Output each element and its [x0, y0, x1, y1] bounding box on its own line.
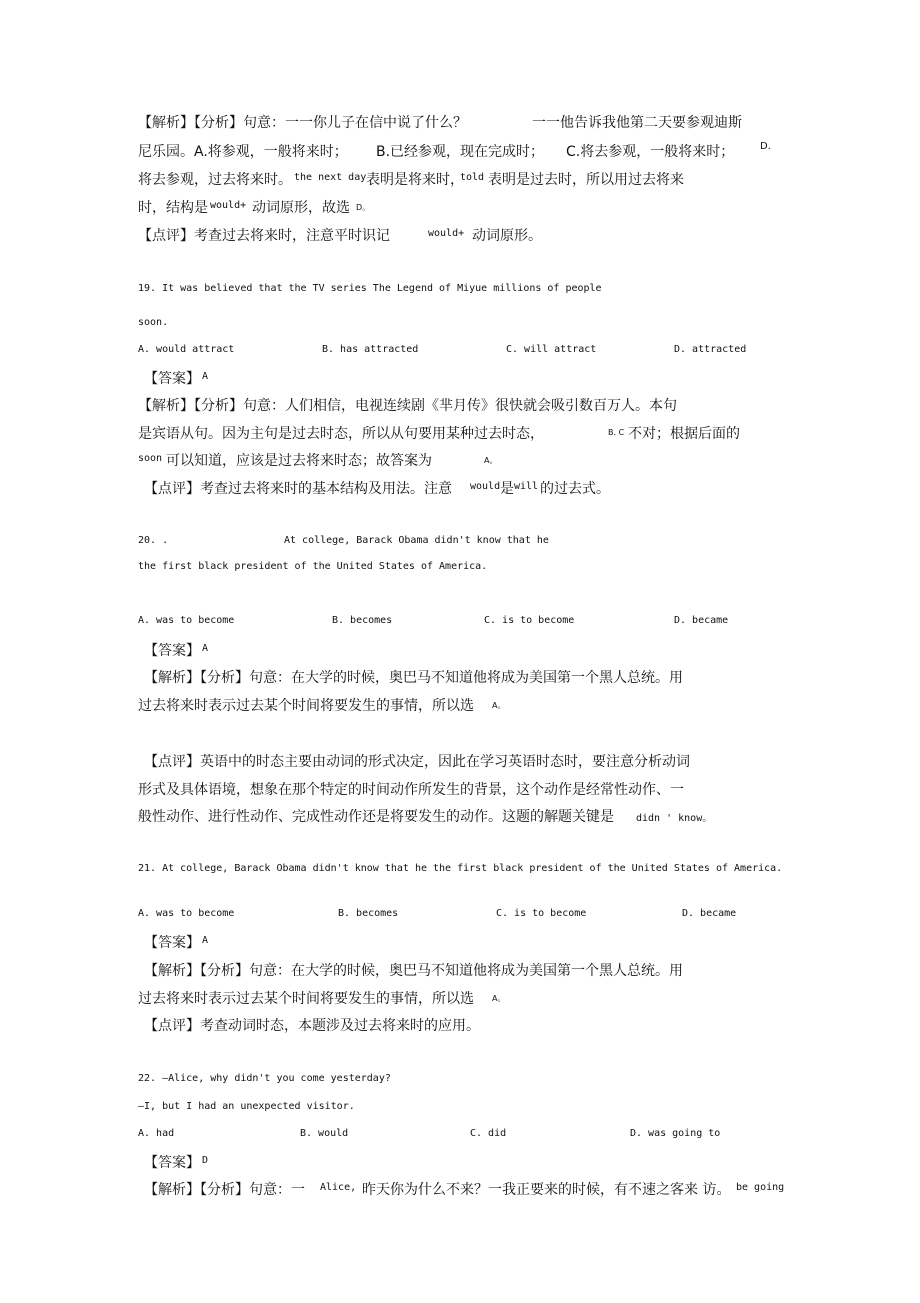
analysis-line: 【解析】【分析】句意：在大学的时候，奥巴马不知道他将成为美国第一个黑人总统。用 [144, 963, 683, 979]
question-19-cont: soon. [138, 317, 169, 328]
analysis-line: 【解析】【分析】句意：一 Alice, 昨天你为什么不来？一我正要来的时候，有不速之客来 访。 be going [144, 1182, 785, 1198]
question-22: 22. —Alice, why didn't you come yesterday? [138, 1073, 391, 1084]
review-line: 【点评】考查过去将来时，注意平时识记 would+ 动词原形。 [138, 228, 542, 244]
review-line: 【点评】英语中的时态主要由动词的形式决定，因此在学习英语时态时，要注意分析动词 [144, 754, 690, 770]
option-d: D. became [682, 908, 737, 919]
answer-line: 【答案】 D [144, 1155, 209, 1171]
analysis-line: 是宾语从句。因为主句是过去时态，所以从句要用某种过去时态， B. C 不对；根据后面的 [138, 426, 740, 442]
question-20-cont: the first black president of the United States of America. [138, 561, 488, 572]
analysis-line: 时，结构是 would+ 动词原形，故选 D。 [138, 200, 371, 216]
review-line: 形式及具体语境，想象在那个特定的时间动作所发生的背景，这个动作是经常性动作、一 [138, 782, 684, 798]
review-line: 【点评】考查过去将来时的基本结构及用法。注意 would 是 will 的过去式。 [144, 481, 610, 497]
option-a: A. was to become [138, 908, 235, 919]
analysis-line: 过去将来时表示过去某个时间将要发生的事情，所以选 A。 [138, 698, 506, 714]
question-20-number: 20. . [138, 535, 169, 546]
review-line: 【点评】考查动词时态，本题涉及过去将来时的应用。 [144, 1018, 480, 1034]
option-d: D. became [674, 615, 729, 626]
question-19: 19. It was believed that the TV series The Legend of Miyue millions of people [138, 283, 602, 294]
analysis-line: 【解析】【分析】句意：一一你儿子在信中说了什么？ [138, 115, 467, 131]
answer-line: 【答案】 A [144, 371, 209, 387]
question-22-cont: —I, but I had an unexpected visitor. [138, 1101, 355, 1112]
analysis-line: 将去参观，过去将来时。 the next day 表明是将来时， told 表明是过去时，所以用过去将来 [138, 172, 684, 188]
analysis-line: 【解析】【分析】句意：在大学的时候，奥巴马不知道他将成为美国第一个黑人总统。用 [144, 670, 683, 686]
answer-line: 【答案】 A [144, 643, 209, 659]
analysis-line: 尼乐园。 A.将参观，一般将来时； B.已经参观，现在完成时； C.将去参观，一般将来时； D. [138, 141, 771, 160]
question-21: 21. At college, Barack Obama didn't know that he the first black president of the United States of America. [138, 863, 783, 874]
option-c: C. did [470, 1128, 507, 1139]
answer-line: 【答案】 A [144, 935, 209, 951]
analysis-line: 一一他告诉我他第二天要参观迪斯 [532, 115, 742, 131]
analysis-line: soon 可以知道，应该是过去将来时态；故答案为 A。 [138, 453, 498, 469]
option-a: A. would attract [138, 344, 235, 355]
option-c: C. will attract [506, 344, 597, 355]
option-c: C. is to become [496, 908, 587, 919]
review-line: 般性动作、进行性动作、完成性动作还是将要发生的动作。这题的解题关键是 didn ' know。 [138, 809, 713, 825]
option-a: A. had [138, 1128, 175, 1139]
option-d: D. was going to [630, 1128, 721, 1139]
option-a: A. was to become [138, 615, 235, 626]
question-20: At college, Barack Obama didn't know that he [284, 535, 549, 546]
option-c: C. is to become [484, 615, 575, 626]
option-d: D. attracted [674, 344, 747, 355]
analysis-line: 过去将来时表示过去某个时间将要发生的事情，所以选 A。 [138, 991, 506, 1007]
analysis-line: 【解析】【分析】句意：人们相信，电视连续剧《芈月传》很快就会吸引数百万人。本句 [138, 398, 677, 414]
option-b: B. becomes [338, 908, 399, 919]
option-b: B. would [300, 1128, 349, 1139]
option-b: B. becomes [332, 615, 393, 626]
option-b: B. has attracted [322, 344, 419, 355]
